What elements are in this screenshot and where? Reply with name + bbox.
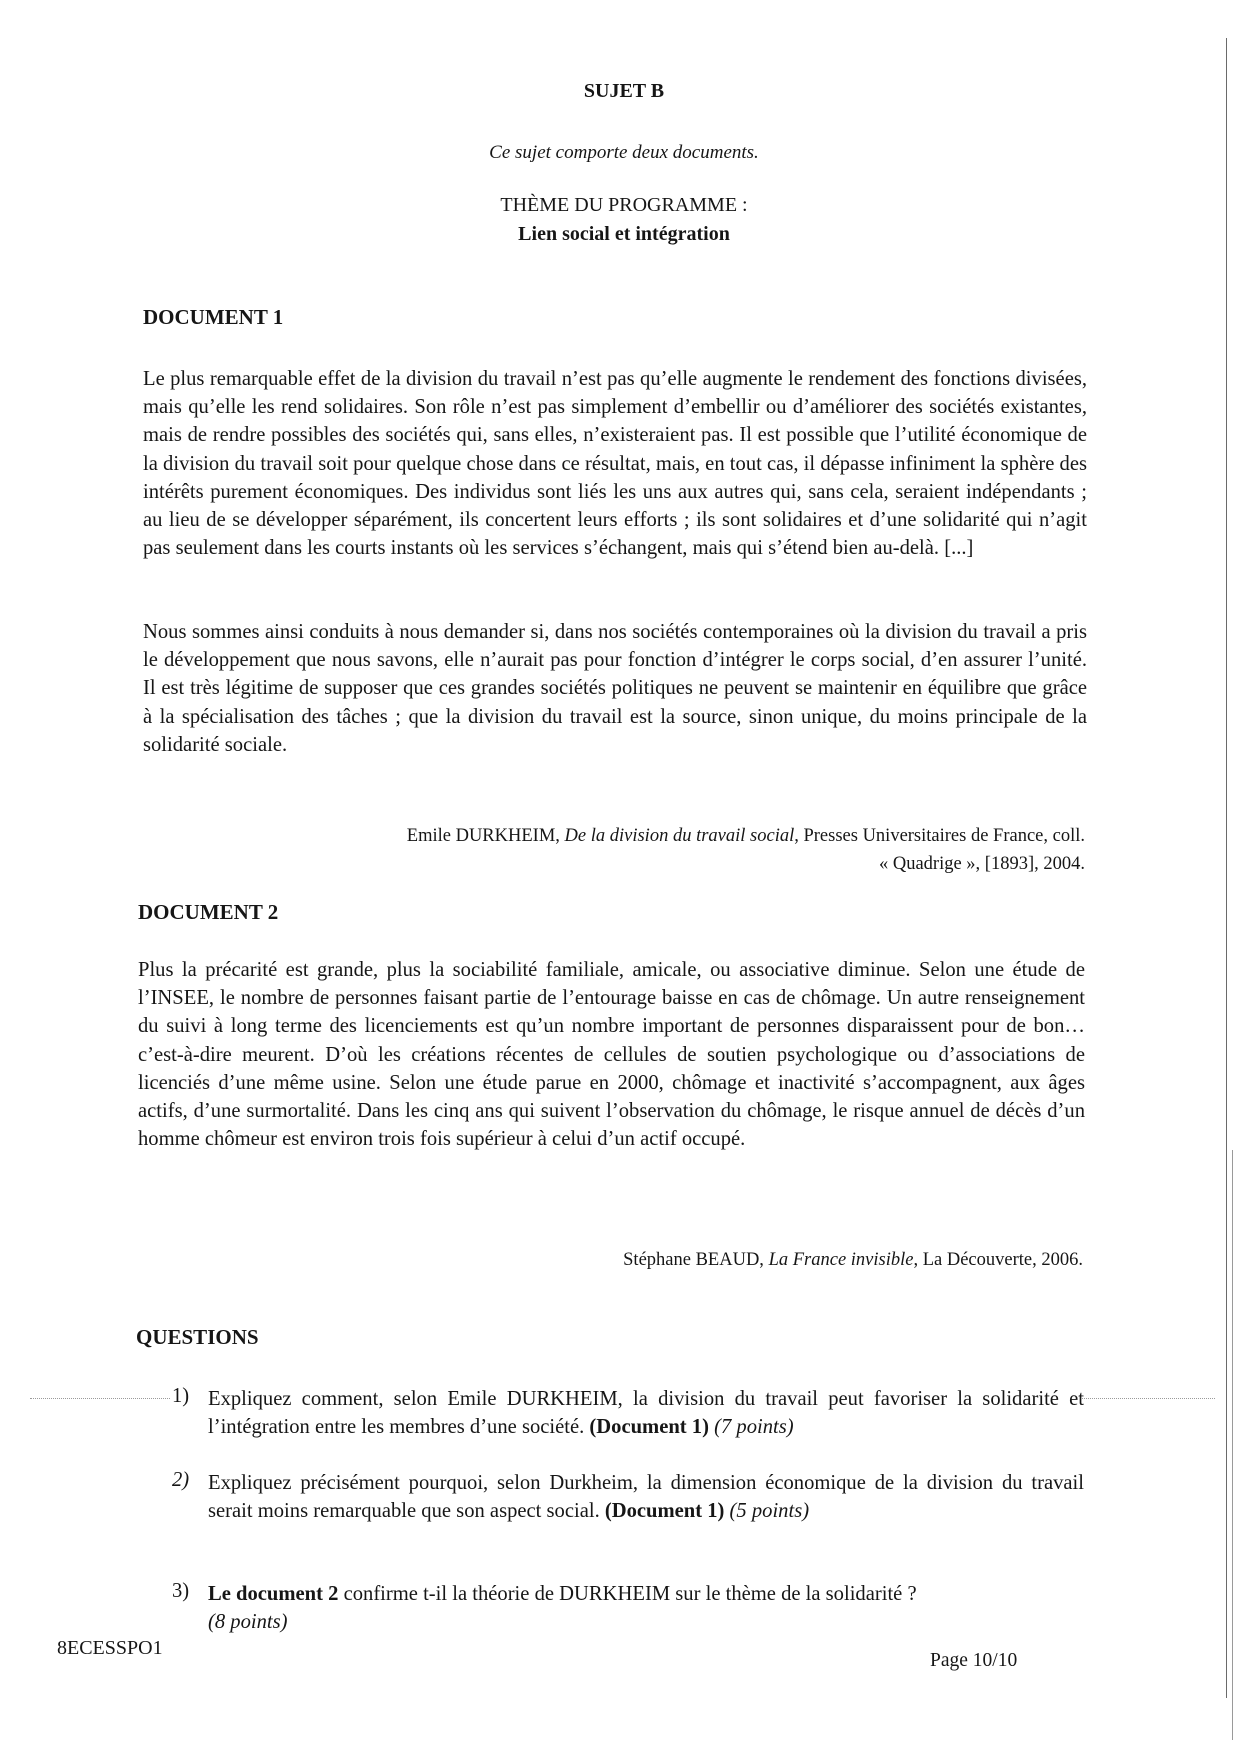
source-publisher: , Presses Universitaires de France, coll. bbox=[794, 826, 1085, 846]
questions-heading: QUESTIONS bbox=[136, 1325, 259, 1349]
document2-paragraph: Plus la précarité est grande, plus la sociabilité familiale, amicale, ou associative diminue. Selon une étude de l’INSEE, le nombre de personnes faisant partie de l’entourage baisse en cas de chômage. Un autre renseignement du suivi à long terme des licenciements est qu’un nombre important de personnes disparaissent pour de bon… c’est-à-dire meurent. D’où les créations récentes de cellules de soutien psychologique ou d’associations de licenciés d’une même usine. Selon une étude parue en 2000, chômage et inactivité s’accompagnent, aux âges actifs, d’une surmortalité. Dans les cinq ans qui suivent l’observation du chômage, le risque annuel de décès d’un homme chômeur est environ trois fois supérieur à celui d’un actif occupé. bbox=[138, 959, 1085, 1151]
scan-dotted-line-left bbox=[30, 1398, 170, 1399]
question-1-text: Expliquez comment, selon Emile DURKHEIM, la division du travail peut favoriser la solidarité et l’intégration entre les membres d’une société. bbox=[208, 1388, 1084, 1438]
document1-paragraph-2: Nous sommes ainsi conduits à nous demander si, dans nos sociétés contemporaines où la division du travail a pris le développement que nous savons, elle n’aurait pas pour fonction d’intégrer le corps social, d’en assurer l’unité. Il est très légitime de supposer que ces grandes sociétés politiques ne peuvent se maintenir en équilibre que grâce à la spécialisation des tâches ; que la division du travail est la source, sinon unique, du moins principale de la solidarité sociale. bbox=[143, 621, 1087, 756]
theme-label: THÈME DU PROGRAMME : bbox=[500, 194, 748, 216]
question-2-number: 2) bbox=[172, 1469, 190, 1491]
subject-subtitle: Ce sujet comporte deux documents. bbox=[489, 142, 759, 163]
question-2-points: (5 points) bbox=[724, 1500, 810, 1522]
question-1-points: (7 points) bbox=[708, 1416, 794, 1438]
question-3 bbox=[208, 1580, 1084, 1636]
question-2 bbox=[208, 1469, 1084, 1525]
source-author: Stéphane BEAUD, bbox=[623, 1250, 769, 1270]
question-2-text: Expliquez précisément pourquoi, selon Durkheim, la dimension économique de la division du travail serait moins remarquable que son aspect social. bbox=[208, 1472, 1084, 1522]
source-work: De la division du travail social bbox=[564, 826, 795, 846]
exam-code: 8ECESSPO1 bbox=[57, 1637, 163, 1659]
source-author: Emile DURKHEIM, bbox=[406, 826, 565, 846]
document1-source bbox=[185, 822, 1085, 878]
question-3-number: 3) bbox=[172, 1580, 190, 1602]
page-number: Page 10/10 bbox=[930, 1650, 1018, 1671]
question-1-number: 1) bbox=[172, 1385, 190, 1407]
question-1-ref: (Document 1) bbox=[589, 1416, 709, 1438]
question-2-ref: (Document 1) bbox=[604, 1500, 725, 1522]
source-work: La France invisible bbox=[768, 1250, 914, 1270]
document2-heading: DOCUMENT 2 bbox=[138, 900, 279, 924]
document2-source bbox=[183, 1246, 1083, 1274]
question-3-ref: document 2 bbox=[236, 1583, 339, 1605]
question-3-text-before: Le bbox=[208, 1583, 237, 1605]
question-1 bbox=[208, 1385, 1084, 1441]
source-publisher: , La Découverte, 2006. bbox=[913, 1250, 1083, 1270]
subject-title: SUJET B bbox=[583, 80, 665, 102]
question-3-points: (8 points) bbox=[208, 1611, 288, 1633]
scan-edge-line bbox=[1226, 38, 1227, 1698]
theme-name: Lien social et intégration bbox=[518, 223, 730, 245]
scan-dotted-line-right bbox=[1080, 1398, 1215, 1399]
question-3-text: confirme t-il la théorie de DURKHEIM sur le thème de la solidarité ? bbox=[338, 1583, 917, 1605]
scan-edge-line-secondary bbox=[1232, 1150, 1233, 1740]
source-collection: « Quadrige », [1893], 2004. bbox=[878, 854, 1085, 874]
document1-paragraph-1: Le plus remarquable effet de la division du travail n’est pas qu’elle augmente le rendement des fonctions divisées, mais qu’elle les rend solidaires. Son rôle n’est pas simplement d’embellir ou d’améliorer des sociétés existantes, mais de rendre possibles des sociétés qui, sans elles, n’existeraient pas. Il est possible que l’utilité économique de la division du travail soit pour quelque chose dans ce résultat, mais, en tout cas, il dépasse infiniment la sphère des intérêts purement économiques. Des individus sont liés les uns aux autres qui, sans cela, seraient indépendants ; au lieu de se développer séparément, ils concertent leurs efforts ; ils sont solidaires et d’une solidarité qui n’agit pas seulement dans les courts instants où les services s’échangent, mais qui s’étend bien au-delà. [...] bbox=[143, 368, 1087, 560]
document1-heading: DOCUMENT 1 bbox=[143, 305, 284, 329]
